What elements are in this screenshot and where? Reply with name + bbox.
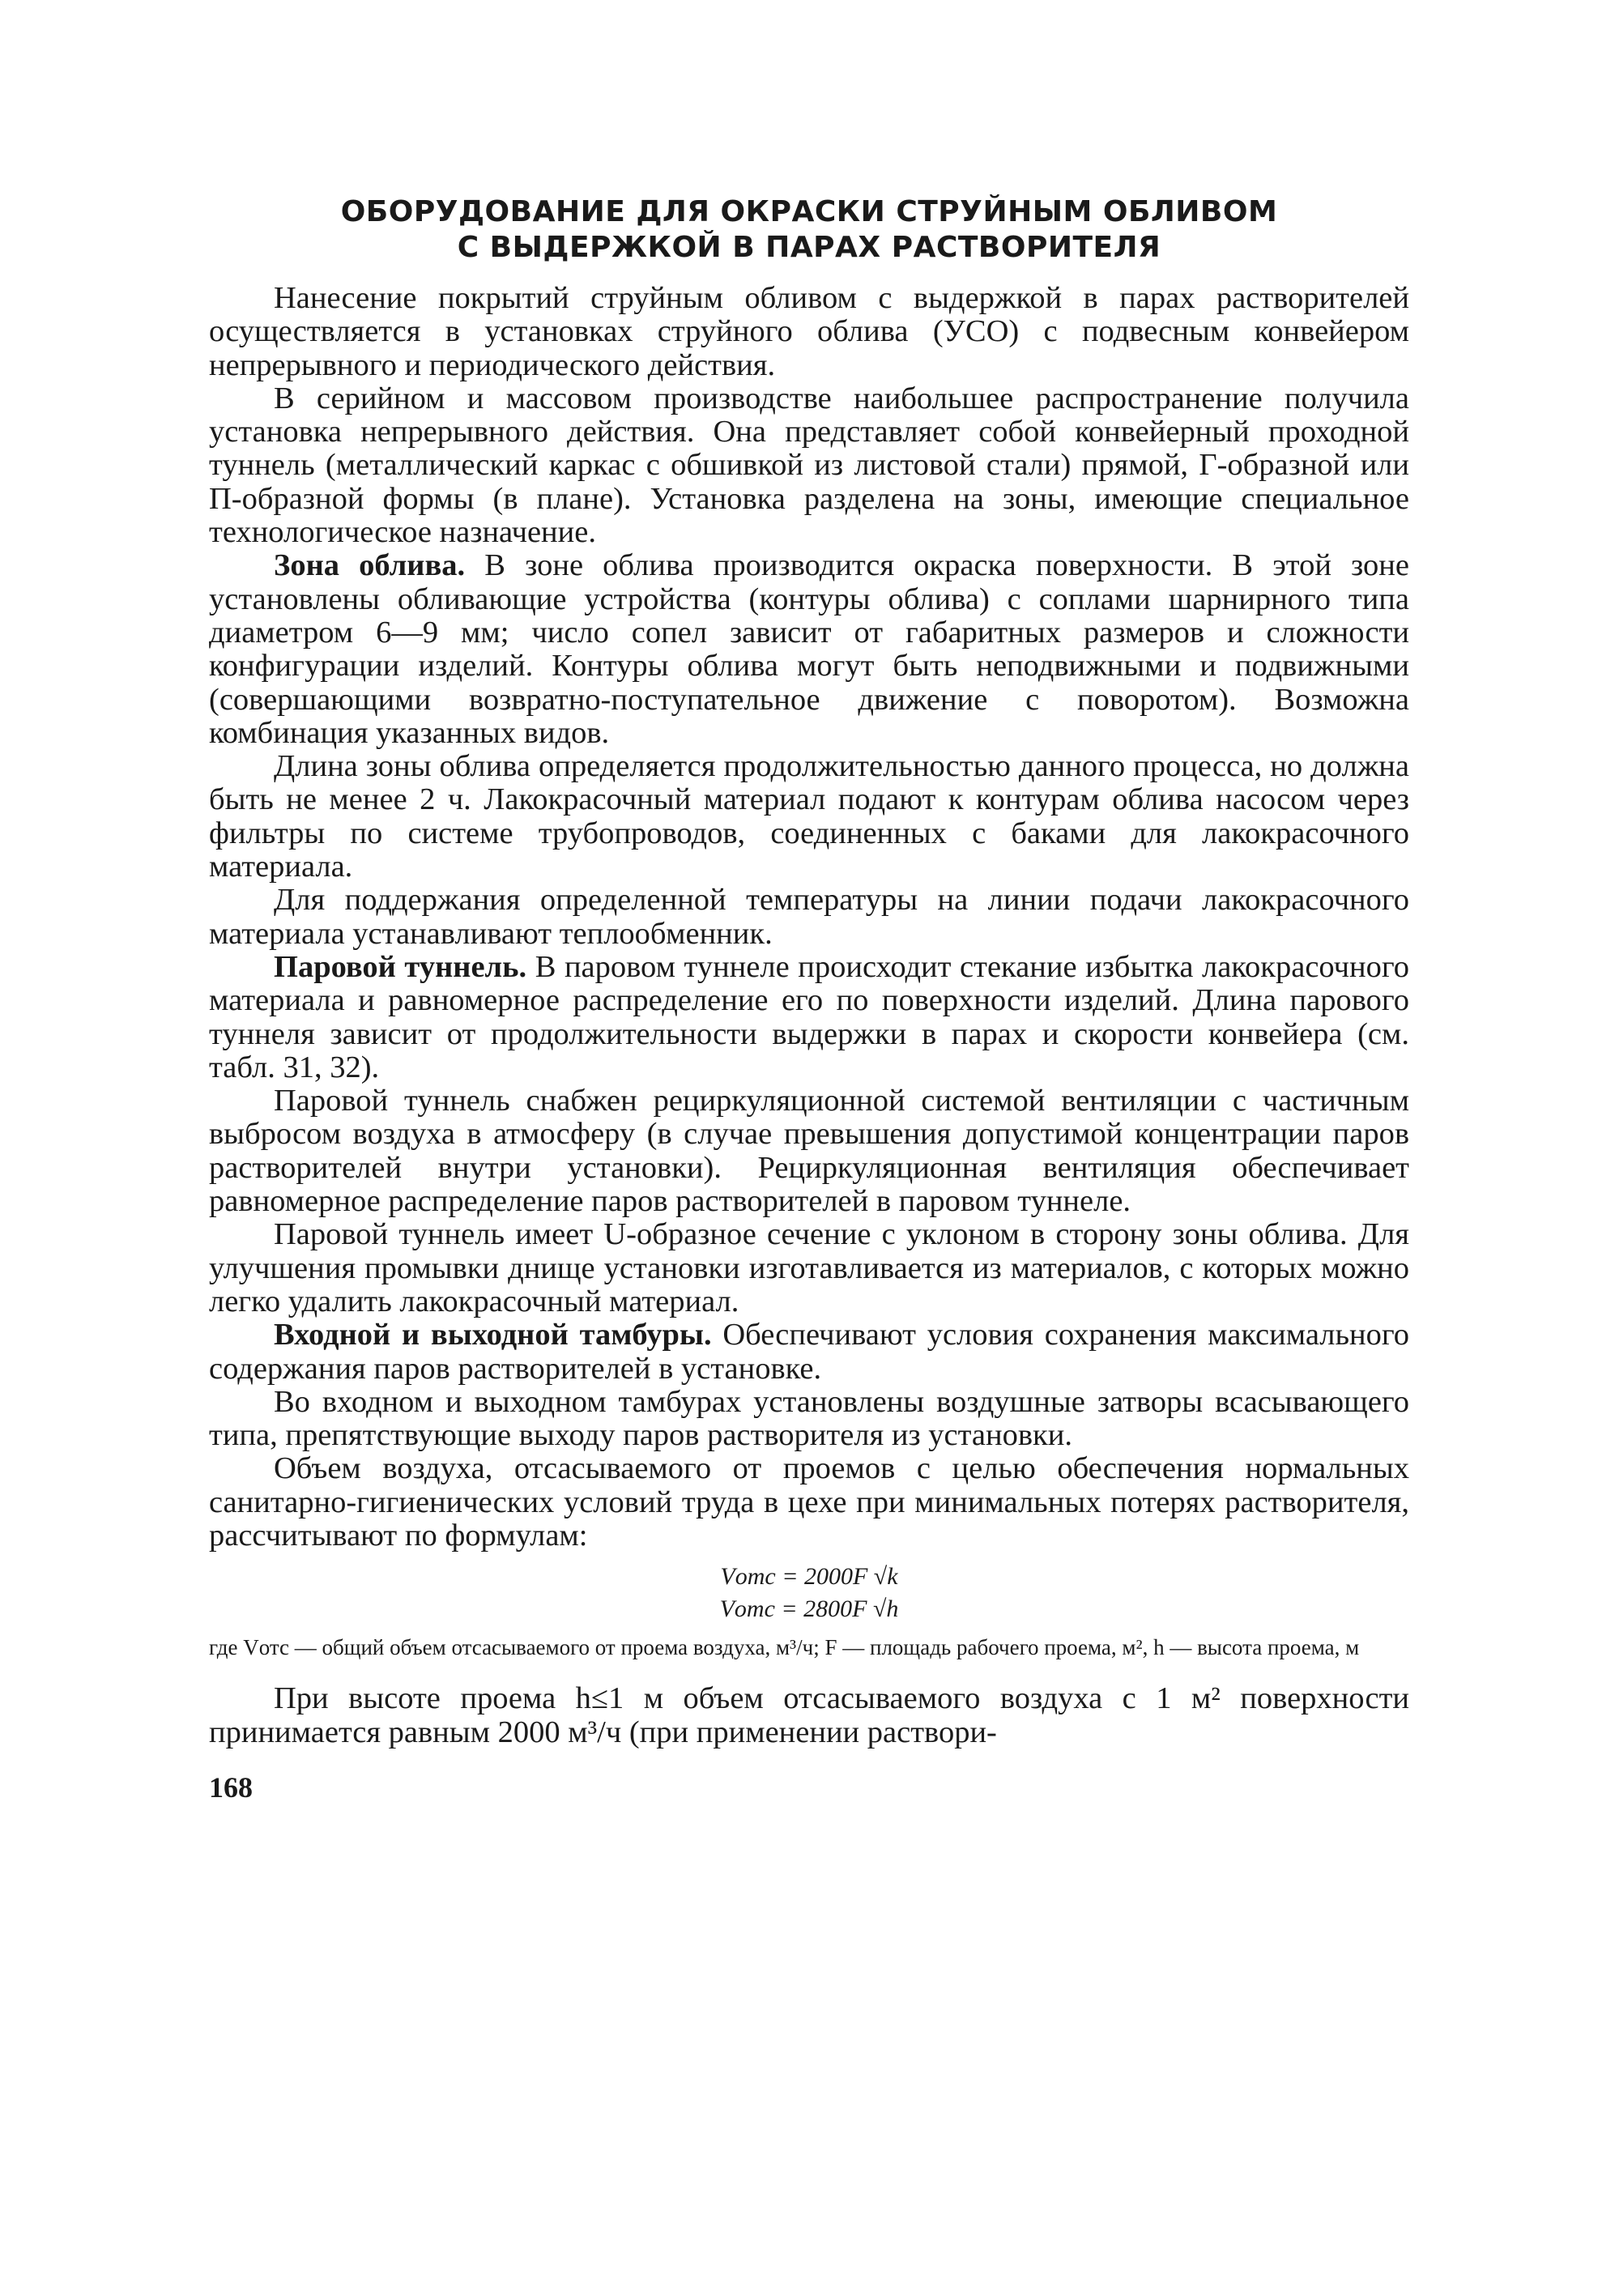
formula-legend: где Vотс — общий объем отсасываемого от проема воздуха, м³/ч; F — площадь рабочего проема, м², h — высота проема, м (209, 1635, 1360, 1660)
heading-line-1: ОБОРУДОВАНИЕ ДЛЯ ОКРАСКИ СТРУЙНЫМ ОБЛИВОМ (340, 195, 1278, 228)
paragraph: Длина зоны облива определяется продолжительностью данного процесса, но должна быть не менее 2 ч. Лакокрасочный материал подают к контурам облива насосом через фильтры по системе трубопроводов, соединенных с баками для лакокрасочного материала. (209, 749, 1409, 884)
section-heading (209, 194, 1409, 266)
heading-line-2: С ВЫДЕРЖКОЙ В ПАРАХ РАСТВОРИТЕЛЯ (457, 231, 1161, 264)
formula-2: Vотс = 2800F √h (719, 1595, 899, 1623)
body-text-continued (209, 1682, 1409, 1749)
paragraph: Паровой туннель. В паровом туннеле происходит стекание избытка лакокрасочного материала и равномерное распределение его по поверхности изделий. Длина парового туннеля зависит от продолжительности выдержки в парах и скорости конвейера (см. табл. 31, 32). (209, 949, 1409, 1084)
book-page (209, 194, 1409, 1804)
paragraph: В серийном и массовом производстве наибольшее распространение получила установка непрерывного действия. Она представляет собой конвейерный проходной туннель (металлический каркас с обшивкой из листовой стали) прямой, Г-образной или П-образной формы (в плане). Установка разделена на зоны, имеющие специальное технологическое назначение. (209, 381, 1409, 550)
paragraph: Для поддержания определенной температуры на линии подачи лакокрасочного материала устанавливают теплообменник. (209, 883, 1409, 951)
formula-block (209, 1561, 1409, 1625)
paragraph: Паровой туннель имеет U-образное сечение с уклоном в сторону зоны облива. Для улучшения промывки днище установки изготавливается из материалов, с которых можно легко удалить лакокрасочный материал. (209, 1217, 1409, 1318)
paragraph: Во входном и выходном тамбурах установлены воздушные затворы всасывающего типа, препятствующие выходу паров растворителя из установки. (209, 1384, 1409, 1453)
paragraph: Паровой туннель снабжен рециркуляционной системой вентиляции с частичным выбросом воздуха в атмосферу (в случае превышения допустимой концентрации паров растворителей внутри установки). Рециркуляционная вентиляция обеспечивает равномерное распределение паров растворителей в паровом туннеле. (209, 1084, 1409, 1219)
paragraph: Входной и выходной тамбуры. Обеспечивают условия сохранения максимального содержания паров растворителей в установке. (209, 1318, 1409, 1386)
page-number: 168 (209, 1770, 253, 1804)
paragraph: Объем воздуха, отсасываемого от проемов с целью обеспечения нормальных санитарно-гигиенических условий труда в цехе при минимальных потерях растворителя, рассчитывают по формулам: (209, 1451, 1409, 1553)
formula-1: Vотс = 2000F √k (720, 1563, 898, 1591)
paragraph: При высоте проема h≤1 м объем отсасываемого воздуха с 1 м² поверхности принимается равным 2000 м³/ч (при применении раствори- (209, 1681, 1409, 1749)
paragraph: Зона облива. В зоне облива производится окраска поверхности. В этой зоне установлены обливающие устройства (контуры облива) с соплами шарнирного типа диаметром 6—9 мм; число сопел зависит от габаритных размеров и сложности конфигурации изделий. Контуры облива могут быть неподвижными и подвижными (совершающими возвратно-поступательное движение с поворотом). Возможна комбинация указанных видов. (209, 548, 1409, 750)
body-text (209, 282, 1409, 1553)
paragraph: Нанесение покрытий струйным обливом с выдержкой в парах растворителей осуществляется в установках струйного облива (УСО) с подвесным конвейером непрерывного и периодического действия. (209, 281, 1409, 382)
